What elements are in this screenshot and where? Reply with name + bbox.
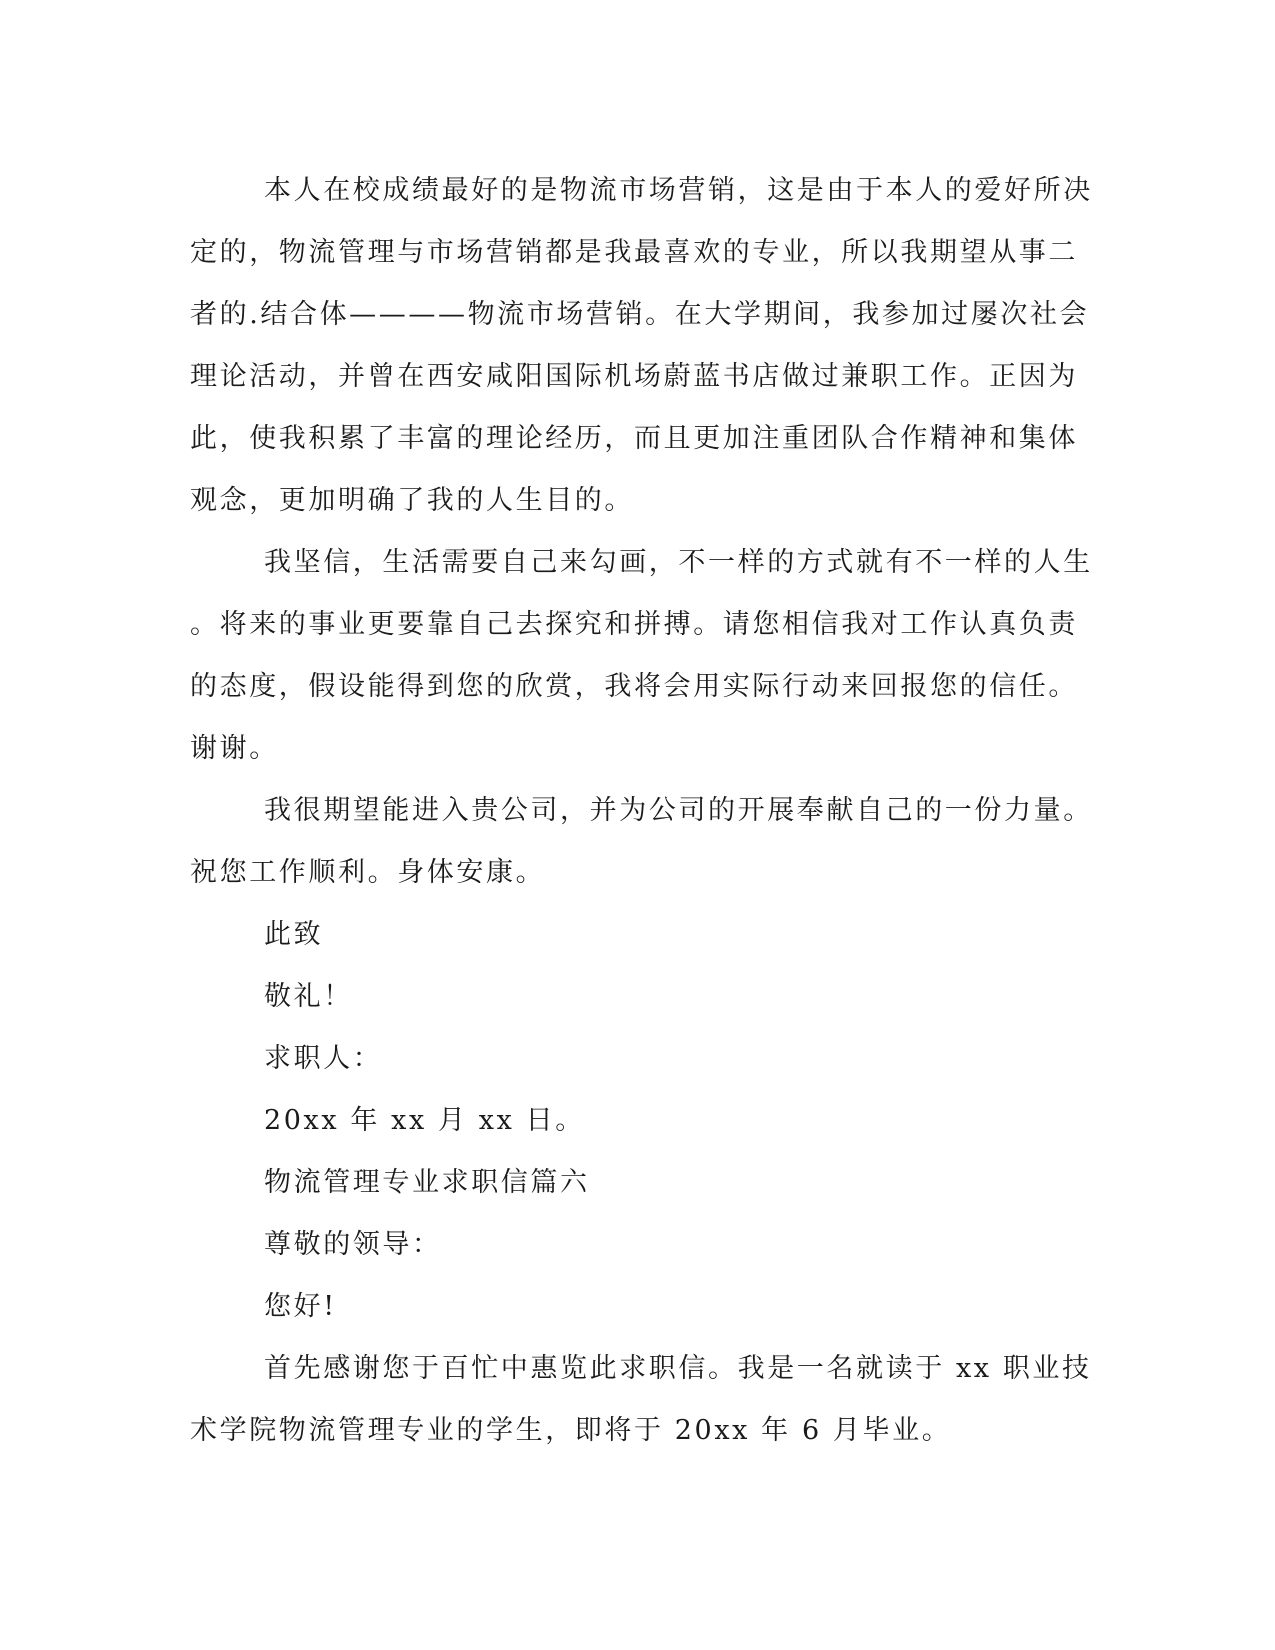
section-title: 物流管理专业求职信篇六 bbox=[264, 1167, 590, 1198]
paragraph-line: 定的，物流管理与市场营销都是我最喜欢的专业，所以我期望从事二 bbox=[190, 237, 1078, 268]
applicant-label: 求职人： bbox=[264, 1043, 383, 1074]
paragraph-line: 谢谢。 bbox=[190, 733, 279, 764]
paragraph-line: 此，使我积累了丰富的理论经历，而且更加注重团队合作精神和集体 bbox=[190, 423, 1078, 454]
paragraph-line: 我很期望能进入贵公司，并为公司的开展奉献自己的一份力量。 bbox=[264, 795, 1093, 826]
paragraph-line: 术学院物流管理专业的学生，即将于 20xx 年 6 月毕业。 bbox=[190, 1415, 952, 1446]
paragraph-line: 首先感谢您于百忙中惠览此求职信。我是一名就读于 xx 职业技 bbox=[264, 1353, 1092, 1384]
paragraph-line: 我坚信，生活需要自己来勾画，不一样的方式就有不一样的人生 bbox=[264, 547, 1093, 578]
paragraph-line: 。将来的事业更要靠自己去探究和拼搏。请您相信我对工作认真负责 bbox=[190, 609, 1078, 640]
date-line: 20xx 年 xx 月 xx 日。 bbox=[264, 1105, 585, 1136]
paragraph-line: 理论活动，并曾在西安咸阳国际机场蔚蓝书店做过兼职工作。正因为 bbox=[190, 361, 1078, 392]
salutation-line: 敬礼！ bbox=[264, 981, 353, 1012]
greeting-line: 尊敬的领导： bbox=[264, 1229, 442, 1260]
paragraph-line: 本人在校成绩最好的是物流市场营销，这是由于本人的爱好所决 bbox=[264, 175, 1093, 206]
paragraph-line: 者的.结合体————物流市场营销。在大学期间，我参加过屡次社会 bbox=[190, 299, 1090, 330]
paragraph-line: 的态度，假设能得到您的欣赏，我将会用实际行动来回报您的信任。 bbox=[190, 671, 1078, 702]
paragraph-line: 观念，更加明确了我的人生目的。 bbox=[190, 485, 634, 516]
paragraph-line: 祝您工作顺利。身体安康。 bbox=[190, 857, 546, 888]
closing-line: 此致 bbox=[264, 919, 324, 950]
greeting-line: 您好! bbox=[264, 1291, 337, 1322]
letter-body bbox=[190, 160, 1093, 1462]
